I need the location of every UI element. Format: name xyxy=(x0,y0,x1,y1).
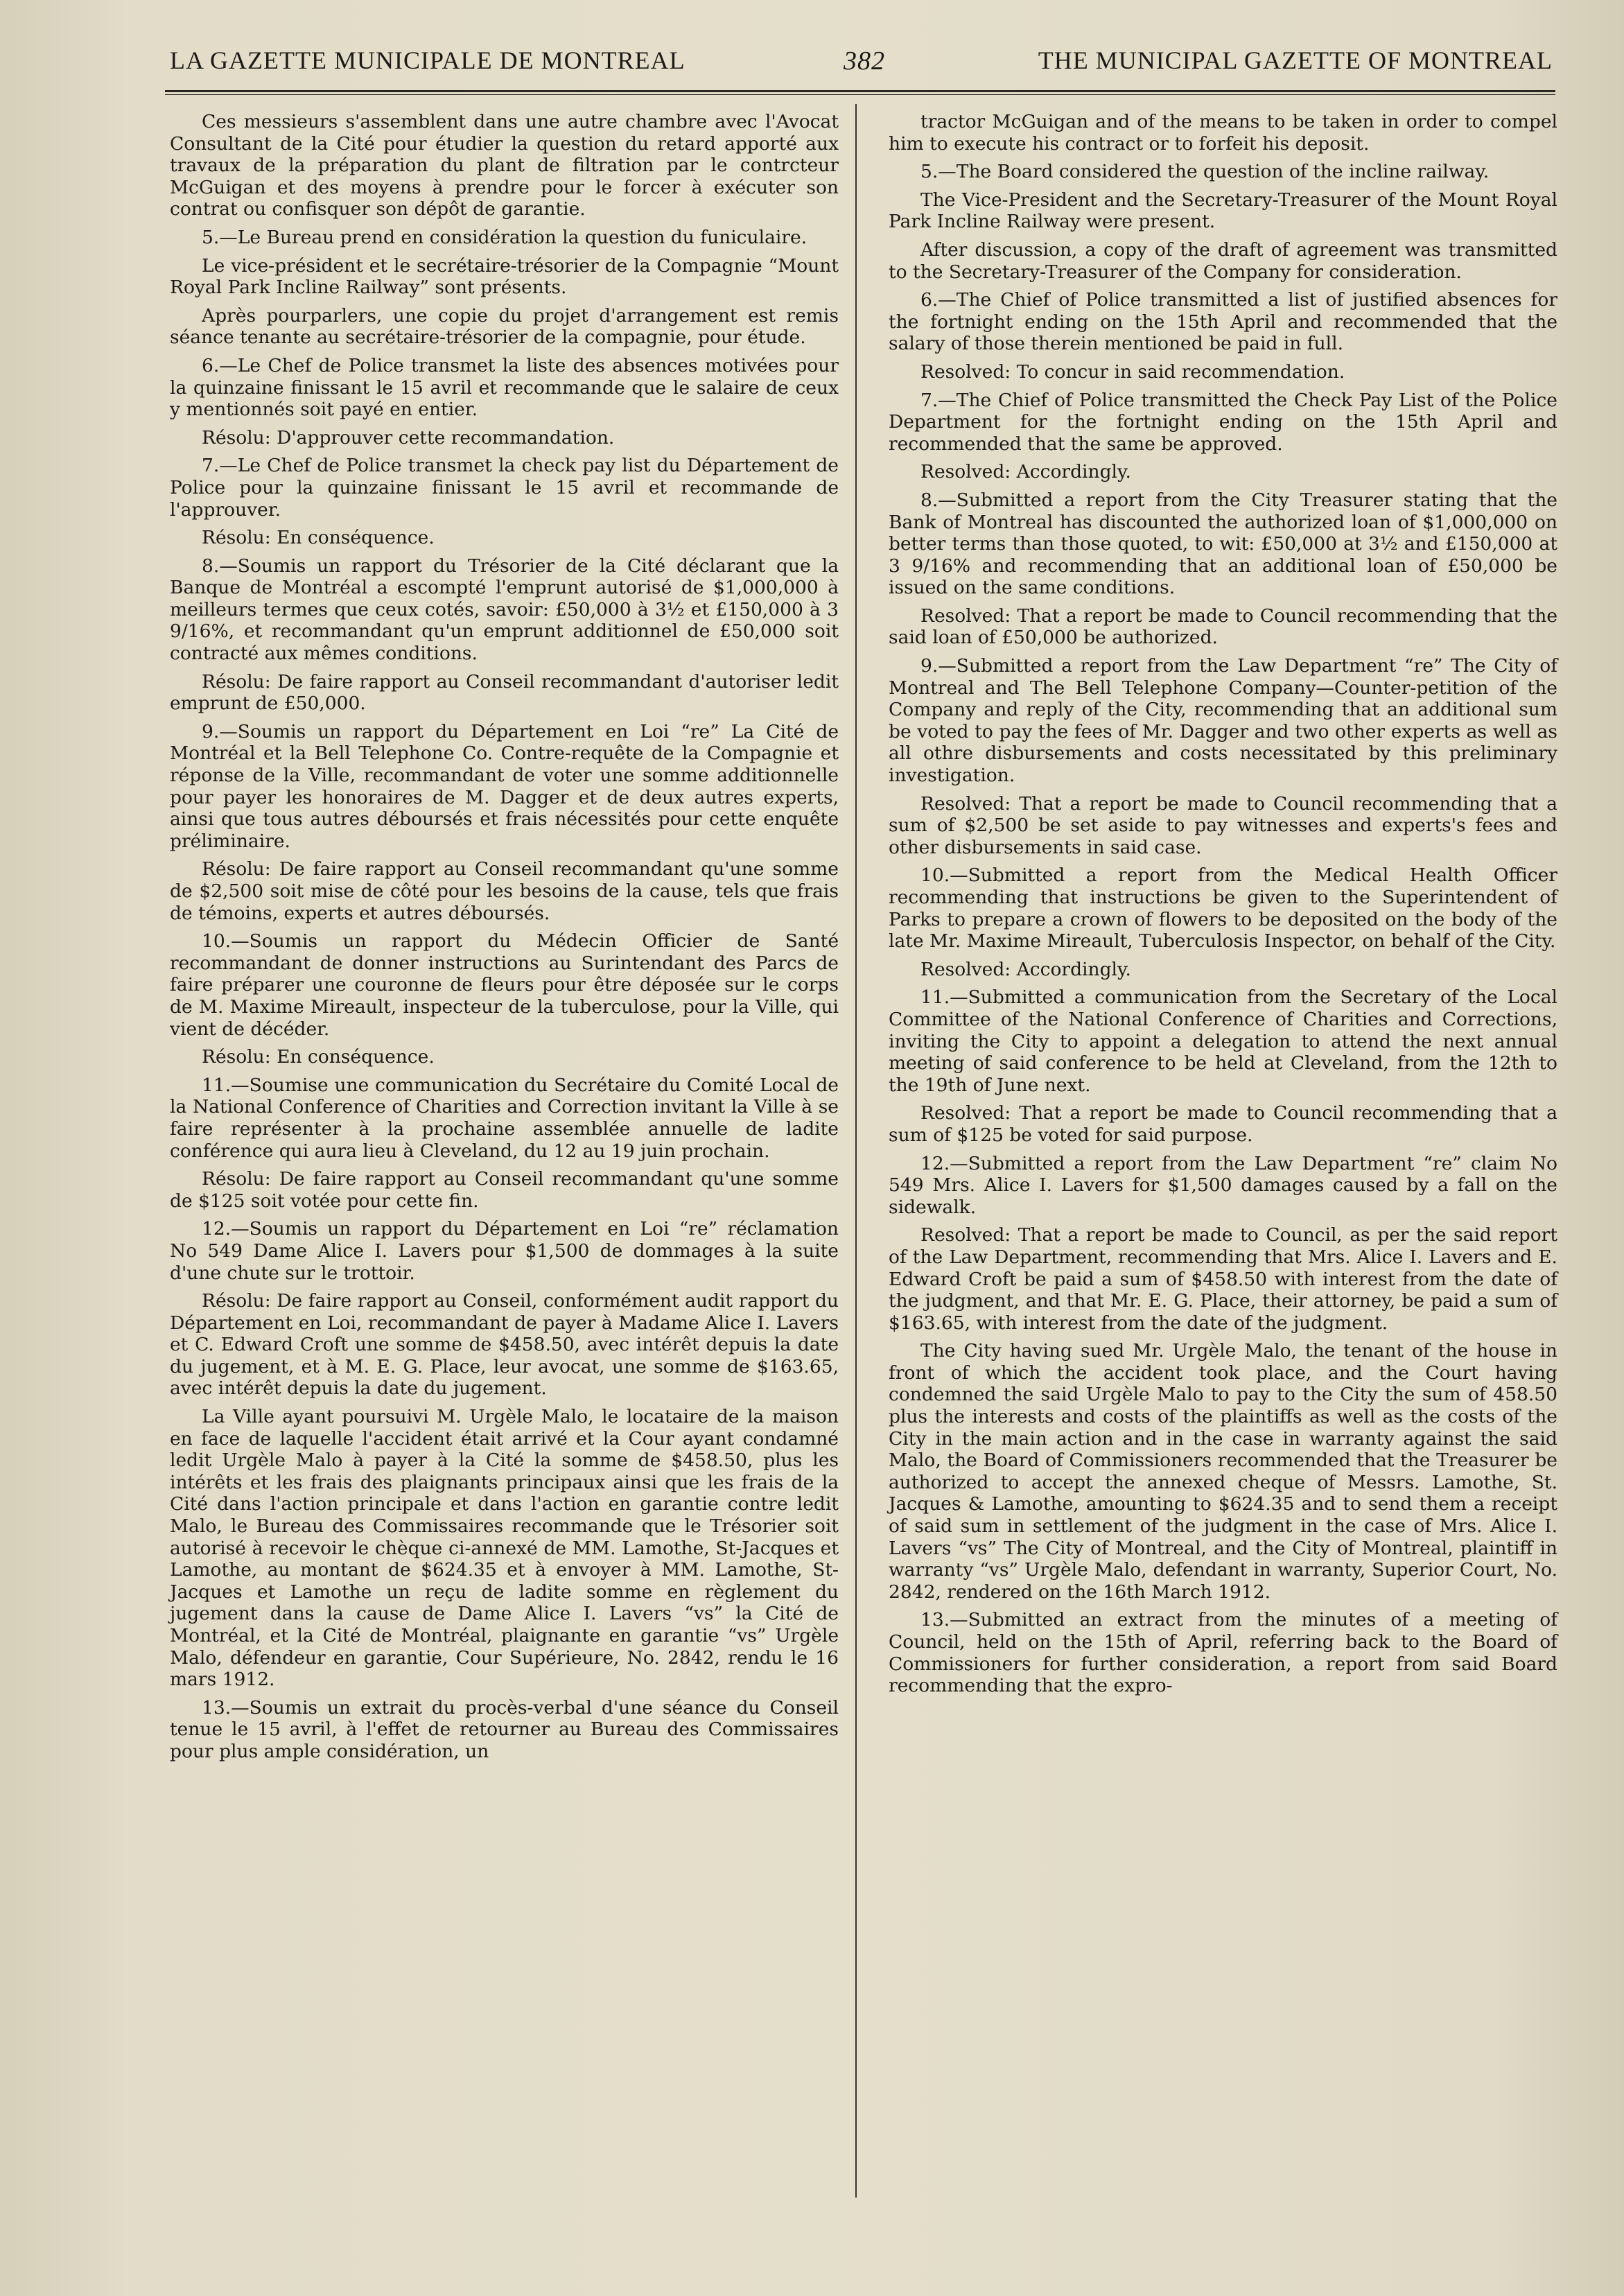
paragraph: Resolved: That a report be made to Council recommending that a sum of $2,500 be set aside to pay witnesses and experts's fees and other disbursements in said case. xyxy=(889,792,1557,858)
paragraph: Résolu: En conséquence. xyxy=(202,1046,435,1068)
paragraph: Resolved: That a report be made to Council, as per the said report of the Law Department, recommending that Mrs. Alice I. Lavers and E. Edward Croft be paid a sum of $458.50 with interest from the date of the judgment, and that Mr. E. G. Place, their attorney, be paid a sum of $163.65, with interest from the date of the judgment. xyxy=(889,1224,1557,1334)
paragraph: Resolved: That a report be made to Council recommending that a sum of $125 be voted for said purpose. xyxy=(889,1102,1557,1146)
page-header xyxy=(170,40,1553,82)
paragraph: Résolu: En conséquence. xyxy=(202,527,435,549)
header-rule-thin xyxy=(165,94,1555,95)
paragraph: La Ville ayant poursuivi M. Urgèle Malo, le locataire de la maison en face de laquelle l'accident était arrivé et la Cour ayant condamné ledit Urgèle Malo à payer à la Cité la somme de $458.50, plus les intérêts et les frais des plaignants principaux ainsi que les frais de la Cité dans l'action principale et dans l'action en garantie contre ledit Malo, le Bureau des Commissaires recommande que le Trésorier soit autorisé à recevoir le chèque ci-annexé de MM. Lamothe, St-Jacques et Lamothe, au montant de $624.35 et à envoyer à MM. Lamothe, St-Jacques et Lamothe un reçu de ladite somme en règlement du jugement dans la cause de Dame Alice I. Lavers “vs” la Cité de Montréal, et la Cité de Montréal, plaignante en garantie “vs” Urgèle Malo, défendeur en garantie, Cour Supérieure, No. 2842, rendu le 16 mars 1912. xyxy=(170,1406,839,1691)
paragraph: 7.—The Chief of Police transmitted the Check Pay List of the Police Department for the fortnight ending on the 15th April and recommended that the same be approved. xyxy=(889,389,1557,455)
paragraph: 9.—Submitted a report from the Law Department “re” The City of Montreal and The Bell Telephone Company—Counter-petition of the Company and reply of the City, recommending that an additional sum be voted to pay the fees of Mr. Dagger and two other experts as well as all othre disbursements and costs necessitated by this preliminary investigation. xyxy=(889,655,1557,787)
paragraph: Résolu: De faire rapport au Conseil recommandant d'autoriser ledit emprunt de £50,000. xyxy=(170,670,839,715)
paragraph: The Vice-President and the Secretary-Treasurer of the Mount Royal Park Incline Railway were present. xyxy=(889,189,1557,233)
paragraph: 11.—Soumise une communication du Secrétaire du Comité Local de la National Conference of Charities and Correction invitant la Ville à se faire représenter à la prochaine assemblée annuelle de ladite conférence qui aura lieu à Cleveland, du 12 au 19 juin prochain. xyxy=(170,1074,839,1162)
paragraph: Résolu: De faire rapport au Conseil recommandant qu'une somme de $125 soit votée pour cette fin. xyxy=(170,1168,839,1212)
english-column xyxy=(889,111,1557,1703)
paragraph: 10.—Submitted a report from the Medical Health Officer recommending that instructions be given to the Superintendent of Parks to prepare a crown of flowers to be deposited on the body of the late Mr. Maxime Mireault, Tuberculosis Inspector, on behalf of the City. xyxy=(889,864,1557,953)
paragraph: 11.—Submitted a communication from the Secretary of the Local Committee of the National Conference of Charities and Corrections, inviting the City to appoint a delegation to attend the next annual meeting of said conference to be held at Cleveland, from the 12th to the 19th of June next. xyxy=(889,986,1557,1096)
paragraph: 10.—Soumis un rapport du Médecin Officier de Santé recommandant de donner instructions au Surintendant des Parcs de faire préparer une couronne de fleurs pour être déposée sur le corps de M. Maxime Mireault, inspecteur de la tuberculose, pour la Ville, qui vient de décéder. xyxy=(170,930,839,1040)
french-column xyxy=(170,111,839,1769)
paragraph: 6.—Le Chef de Police transmet la liste des absences motivées pour la quinzaine finissant le 15 avril et recommande que le salaire de ceux y mentionnés soit payé en entier. xyxy=(170,354,839,421)
paragraph: 8.—Submitted a report from the City Treasurer stating that the Bank of Montreal has discounted the authorized loan of $1,000,000 on better terms than those quoted, to wit: £50,000 at 3½ and £150,000 at 3 9/16% and recommending that an additional loan of £50,000 be issued on the same conditions. xyxy=(889,489,1557,599)
page-number: 382 xyxy=(844,46,885,76)
header-french-title: LA GAZETTE MUNICIPALE DE MONTREAL xyxy=(170,46,686,74)
column-divider xyxy=(855,104,857,2198)
paragraph: 9.—Soumis un rapport du Département en Loi “re” La Cité de Montréal et la Bell Telephone Co. Contre-requête de la Compagnie et réponse de la Ville, recommandant de voter une somme additionnelle pour payer les honoraires de M. Dagger et de deux autres experts, ainsi que tous autres déboursés et frais nécessités pour cette enquête préliminaire. xyxy=(170,720,839,852)
paragraph: The City having sued Mr. Urgèle Malo, the tenant of the house in front of which the accident took place, and the Court having condemned the said Urgèle Malo to pay to the City the sum of 458.50 plus the interests and costs of the plaintiffs as well as the costs of the City in the main action and in the case in warranty against the said Malo, the Board of Commissioners recommended that the Treasurer be authorized to accept the annexed cheque of Messrs. Lamothe, St. Jacques & Lamothe, amounting to $624.35 and to send them a receipt of said sum in settlement of the judgment in the case of Mrs. Alice I. Lavers “vs” The City of Montreal, and the City of Montreal, plaintiff in warranty “vs” Urgèle Malo, defendant in warranty, Superior Court, No. 2842, rendered on the 16th March 1912. xyxy=(889,1340,1557,1603)
paragraph: tractor McGuigan and of the means to be taken in order to compel him to execute his contract or to forfeit his deposit. xyxy=(889,111,1557,155)
paragraph: Résolu: D'approuver cette recommandation. xyxy=(202,426,615,449)
paragraph: 8.—Soumis un rapport du Trésorier de la Cité déclarant que la Banque de Montréal a escompté l'emprunt autorisé de $1,000,000 à meilleurs termes que ceux cotés, savoir: £50,000 à 3½ et £150,000 à 3 9/16%, et recommandant qu'un emprunt additionnel de £50,000 soit contracté aux mêmes conditions. xyxy=(170,555,839,665)
paragraph: 6.—The Chief of Police transmitted a list of justified absences for the fortnight ending on the 15th April and recommended that the salary of those therein mentioned be paid in full. xyxy=(889,289,1557,355)
paragraph: 12.—Soumis un rapport du Département en Loi “re” réclamation No 549 Dame Alice I. Lavers pour $1,500 de dommages à la suite d'une chute sur le trottoir. xyxy=(170,1218,839,1284)
paragraph: Ces messieurs s'assemblent dans une autre chambre avec l'Avocat Consultant de la Cité pour étudier la question du retard apporté aux travaux de la préparation du plant de filtration par le contrcteur McGuigan et des moyens à prendre pour le forcer à exécuter son contrat ou confisquer son dépôt de garantie. xyxy=(170,111,839,220)
header-rule xyxy=(165,90,1555,92)
paragraph: 5.—The Board considered the question of the incline railway. xyxy=(920,161,1490,183)
paragraph: 12.—Submitted a report from the Law Department “re” claim No 549 Mrs. Alice I. Lavers for $1,500 damages caused by a fall on the sidewalk. xyxy=(889,1152,1557,1218)
paragraph: 7.—Le Chef de Police transmet la check pay list du Département de Police pour la quinzaine finissant le 15 avril et recommande de l'approuver. xyxy=(170,455,839,521)
paragraph: Resolved: Accordingly. xyxy=(920,958,1131,980)
paragraph: Résolu: De faire rapport au Conseil, conformément audit rapport du Département en Loi, recommandant de payer à Madame Alice I. Lavers et C. Edward Croft une somme de $458.50, avec intérêt depuis la date du jugement, et à M. E. G. Place, leur avocat, une somme de $163.65, avec intérêt depuis la date du jugement. xyxy=(170,1290,839,1400)
paragraph: Resolved: That a report be made to Council recommending that the said loan of £50,000 be authorized. xyxy=(889,605,1557,649)
paragraph: Après pourparlers, une copie du projet d'arrangement est remis séance tenante au secrétaire-trésorier de la compagnie, pour étude. xyxy=(170,304,839,349)
paragraph: Resolved: To concur in said recommendation. xyxy=(920,360,1345,383)
paragraph: 5.—Le Bureau prend en considération la question du funiculaire. xyxy=(202,226,807,248)
paragraph: Le vice-président et le secrétaire-trésorier de la Compagnie “Mount Royal Park Incline Railway” sont présents. xyxy=(170,254,839,299)
paragraph: Resolved: Accordingly. xyxy=(920,461,1131,483)
paragraph: After discussion, a copy of the draft of agreement was transmitted to the Secretary-Treasurer of the Company for consideration. xyxy=(889,238,1557,283)
paragraph: 13.—Submitted an extract from the minutes of a meeting of Council, held on the 15th of April, referring back to the Board of Commissioners for further consideration, a report from said Board recommending that the expro- xyxy=(889,1609,1557,1697)
paragraph: 13.—Soumis un extrait du procès-verbal d'une séance du Conseil tenue le 15 avril, à l'effet de retourner au Bureau des Commissaires pour plus ample considération, un xyxy=(170,1696,839,1762)
paragraph: Résolu: De faire rapport au Conseil recommandant qu'une somme de $2,500 soit mise de côté pour les besoins de la cause, tels que frais de témoins, experts et autres déboursés. xyxy=(170,858,839,924)
header-english-title: THE MUNICIPAL GAZETTE OF MONTREAL xyxy=(1038,46,1553,74)
